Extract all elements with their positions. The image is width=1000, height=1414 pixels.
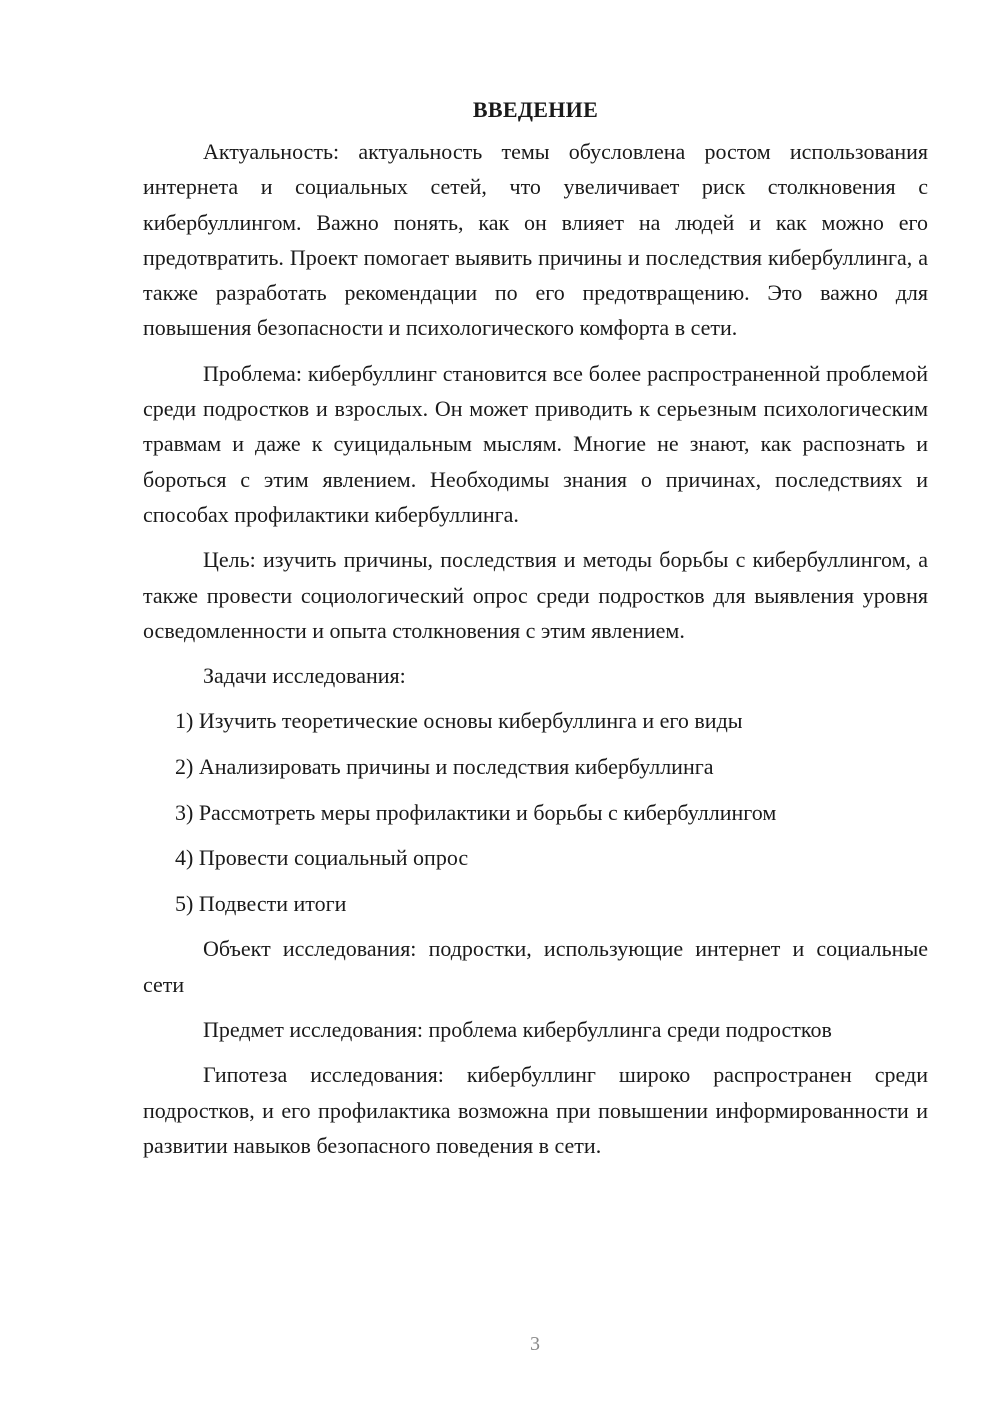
goal-paragraph: Цель: изучить причины, последствия и методы борьбы с кибербуллингом, а также провести социологический опрос среди подростков для выявления уровня осведомленности и опыта столкновения с этим явлением. [143, 547, 928, 643]
list-item: 1) Изучить теоретические основы кибербуллинга и его виды [175, 708, 743, 734]
problem-paragraph: Проблема: кибербуллинг становится все более распространенной проблемой среди подростков и взрослых. Он может приводить к серьезным психологическим травмам и даже к суицидальным мыслям. Многие не знают, как распознать и бороться с этим явлением. Необходимы знания о причинах, последствиях и способах профилактики кибербуллинга. [143, 360, 928, 527]
hypothesis-paragraph: Гипотеза исследования: кибербуллинг широко распространен среди подростков, и его профилактика возможна при повышении информированности и развитии навыков безопасного поведения в сети. [143, 1062, 928, 1158]
section-heading: ВВЕДЕНИЕ [472, 97, 599, 122]
document-page [143, 92, 928, 1173]
list-item: 5) Подвести итоги [175, 890, 347, 916]
page-number: 3 [530, 1333, 540, 1355]
tasks-list [143, 703, 928, 921]
subject-paragraph: Предмет исследования: проблема кибербуллинга среди подростков [203, 1017, 832, 1043]
list-item: 2) Анализировать причины и последствия кибербуллинга [175, 754, 714, 780]
list-item: 4) Провести социальный опрос [175, 845, 469, 871]
tasks-intro: Задачи исследования: [203, 663, 406, 689]
list-item: 3) Рассмотреть меры профилактики и борьбы с кибербуллингом [175, 799, 777, 825]
relevance-paragraph: Актуальность: актуальность темы обусловлена ростом использования интернета и социальных сетей, что увеличивает риск столкновения с кибербуллингом. Важно понять, как он влияет на людей и как можно его предотвратить. Проект помогает выявить причины и последствия кибербуллинга, а также разработать рекомендации по его предотвращению. Это важно для повышения безопасности и психологического комфорта в сети. [143, 139, 928, 341]
object-paragraph: Объект исследования: подростки, использующие интернет и социальные сети [143, 936, 928, 997]
